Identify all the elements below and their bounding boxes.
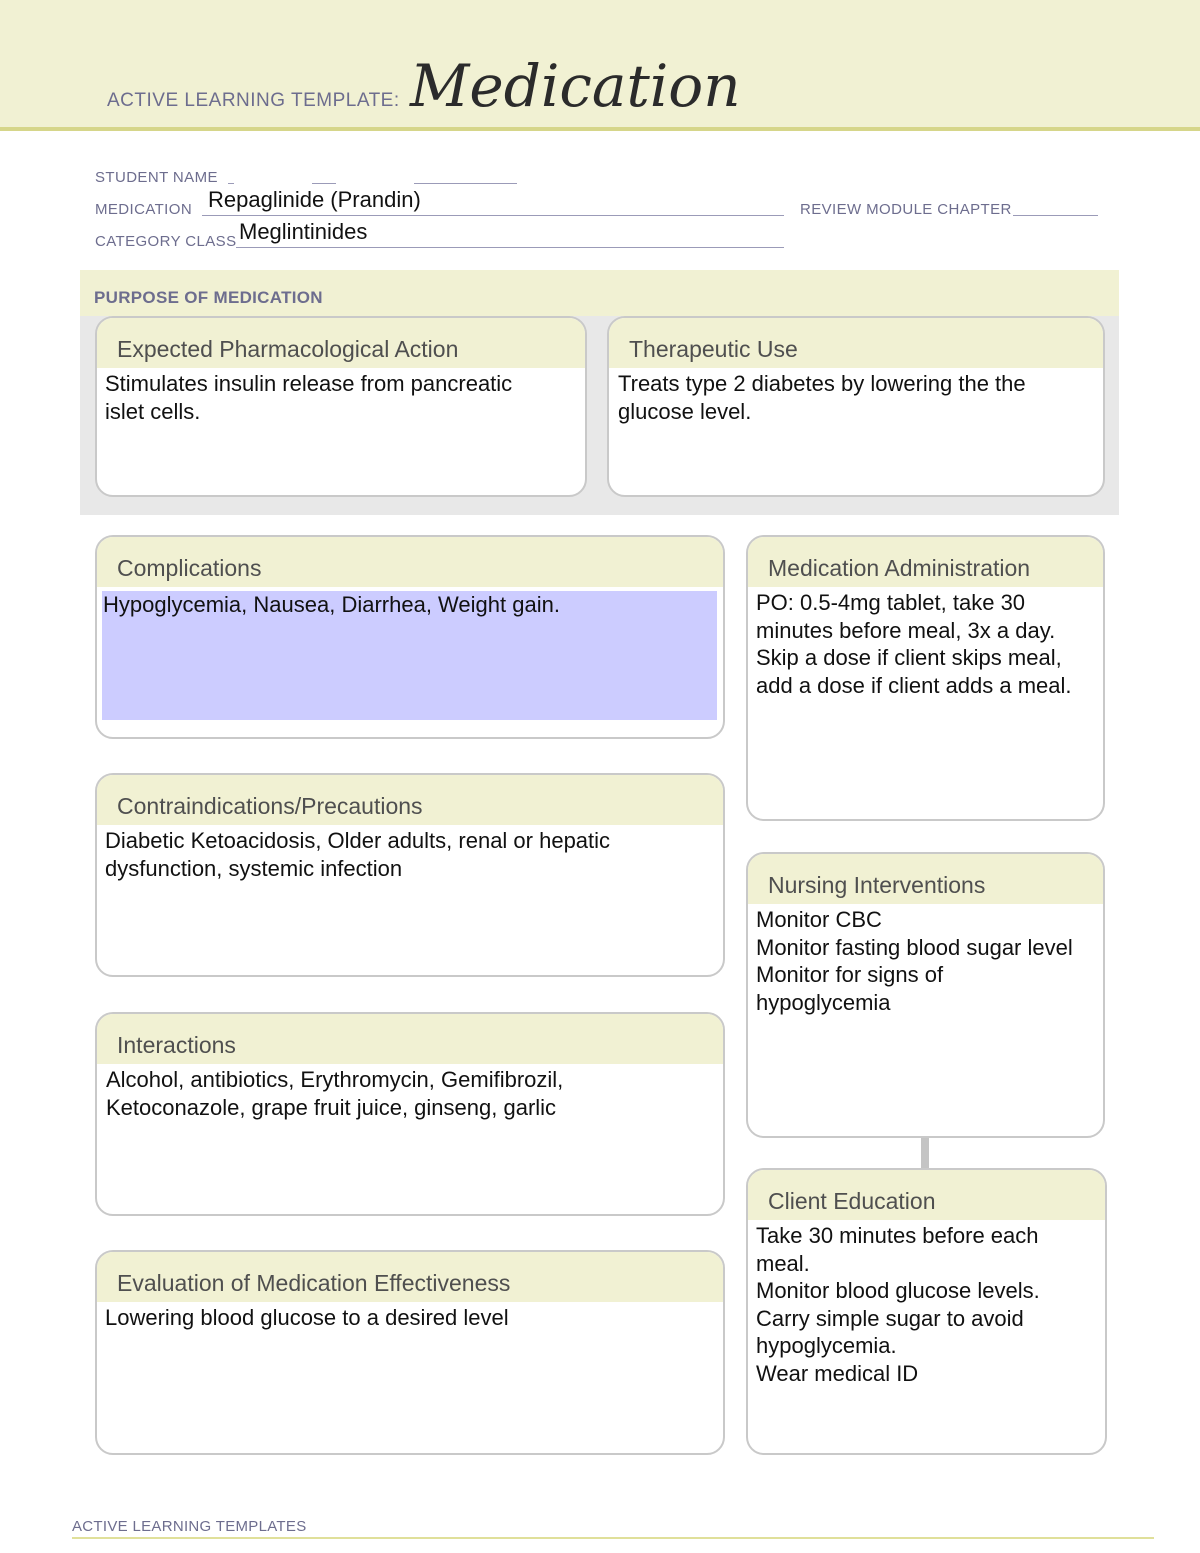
evaluation-text[interactable]: Lowering blood glucose to a desired level: [105, 1305, 509, 1330]
student-name-field-part[interactable]: [312, 183, 336, 184]
review-module-label: REVIEW MODULE CHAPTER: [800, 201, 1012, 218]
footer-divider: [72, 1537, 1154, 1539]
category-class-field[interactable]: [236, 247, 784, 248]
complications-text[interactable]: Hypoglycemia, Nausea, Diarrhea, Weight gain.: [103, 592, 560, 617]
expected-action-box[interactable]: [95, 316, 587, 497]
contraindications-box[interactable]: [95, 773, 725, 977]
contraindications-text[interactable]: Diabetic Ketoacidosis, Older adults, renal or hepatic dysfunction, systemic infection: [105, 828, 611, 881]
nursing-interventions-box[interactable]: [746, 852, 1105, 1138]
therapeutic-use-box[interactable]: [607, 316, 1105, 497]
connector-bar: [921, 1138, 929, 1168]
medication-value[interactable]: Repaglinide (Prandin): [208, 187, 421, 212]
expected-action-text[interactable]: Stimulates insulin release from pancreatic islet cells.: [105, 371, 513, 424]
medication-field[interactable]: [202, 215, 784, 216]
review-module-field[interactable]: [1013, 215, 1098, 216]
interactions-heading: Interactions: [97, 1014, 723, 1064]
interactions-box[interactable]: [95, 1012, 725, 1216]
category-class-label: CATEGORY CLASS: [95, 233, 237, 250]
footer-label: ACTIVE LEARNING TEMPLATES: [72, 1518, 307, 1535]
evaluation-heading: Evaluation of Medication Effectiveness: [97, 1252, 723, 1302]
page-title: Medication: [410, 52, 741, 120]
category-class-value[interactable]: Meglintinides: [239, 219, 368, 244]
client-education-heading: Client Education: [748, 1170, 1105, 1220]
client-education-text[interactable]: Take 30 minutes before each meal. Monitor blood glucose levels. Carry simple sugar to avoid hypoglycemia. Wear medical ID: [756, 1223, 1040, 1386]
therapeutic-use-text[interactable]: Treats type 2 diabetes by lowering the the glucose level.: [618, 371, 1026, 424]
nursing-interventions-text[interactable]: Monitor CBC Monitor fasting blood sugar level Monitor for signs of hypoglycemia: [756, 907, 1073, 1015]
expected-action-heading: Expected Pharmacological Action: [97, 318, 585, 368]
medication-administration-heading: Medication Administration: [748, 537, 1103, 587]
evaluation-box[interactable]: [95, 1250, 725, 1455]
student-name-field-part[interactable]: [414, 183, 517, 184]
interactions-text[interactable]: Alcohol, antibiotics, Erythromycin, Gemifibrozil, Ketoconazole, grape fruit juice, ginseng, garlic: [106, 1067, 564, 1120]
nursing-interventions-heading: Nursing Interventions: [748, 854, 1103, 904]
medication-label: MEDICATION: [95, 201, 193, 218]
page-header: [0, 0, 1200, 131]
template-label: ACTIVE LEARNING TEMPLATE:: [107, 90, 400, 111]
therapeutic-use-heading: Therapeutic Use: [609, 318, 1103, 368]
student-name-field[interactable]: [228, 183, 234, 184]
medication-administration-box[interactable]: [746, 535, 1105, 821]
medication-administration-text[interactable]: PO: 0.5-4mg tablet, take 30 minutes before meal, 3x a day. Skip a dose if client skips meal, add a dose if client adds a meal.: [756, 590, 1072, 698]
contraindications-heading: Contraindications/Precautions: [97, 775, 723, 825]
student-name-label: STUDENT NAME: [95, 169, 218, 186]
purpose-title: PURPOSE OF MEDICATION: [94, 288, 323, 307]
client-education-box[interactable]: [746, 1168, 1107, 1455]
complications-heading: Complications: [97, 537, 723, 587]
